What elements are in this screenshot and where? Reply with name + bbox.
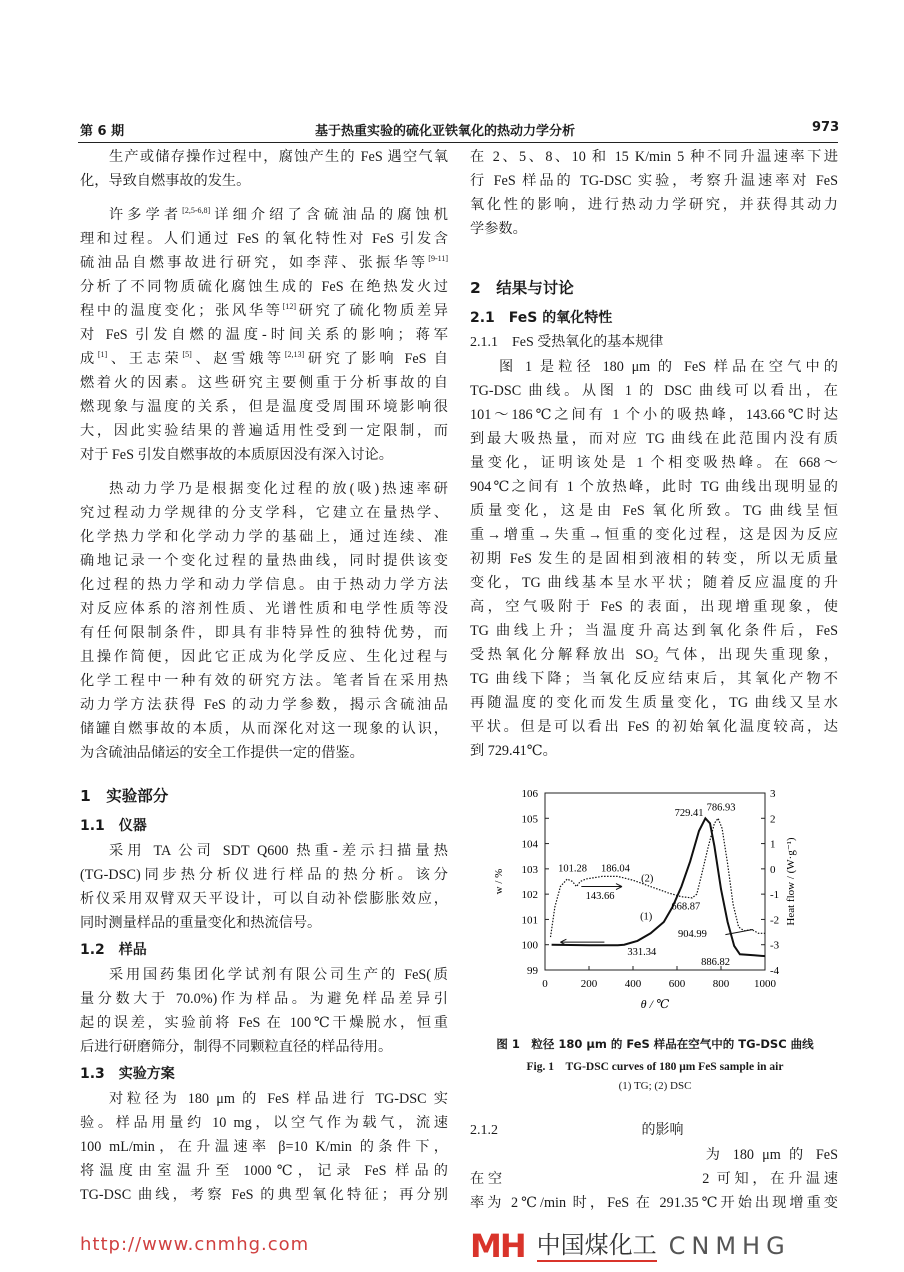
- logo-cn: 中国煤化工: [537, 1230, 657, 1262]
- text-line: 初期 FeS 发生的是固相到液相的转变，所以无质量: [470, 551, 838, 567]
- text-line: 生产或储存操作过程中，腐蚀产生的 FeS 遇空气氧: [109, 149, 448, 165]
- text-line: 验。样品用量约 10 mg，以空气作为载气，流速: [80, 1115, 448, 1131]
- plot-frame: [545, 793, 765, 970]
- annotation-label: 668.87: [671, 901, 701, 913]
- text-line: 对 FeS 引发自燃的温度-时间关系的影响；蒋军: [80, 327, 448, 343]
- text-line: 为含硫油品储运的安全工作提供一定的借鉴。: [80, 745, 364, 761]
- text-line: 对反应体系的溶剂性质、光谱性质和电学性质等没: [80, 601, 448, 617]
- left-column: [80, 145, 448, 1207]
- text-line: TG 曲线下降；当氧化反应结束后，其氧化产物不: [470, 671, 838, 687]
- text-line: 高，空气吸附于 FeS 的表面，出现增重现象，使: [470, 599, 838, 615]
- x-tick-label: 400: [624, 978, 642, 990]
- figure-caption-en: Fig. 1 TG-DSC curves of 180 μm FeS sample in air: [526, 1061, 784, 1073]
- text-line: 100 mL/min，在升温速率 β=10 K/min 的条件下，: [80, 1139, 448, 1155]
- x-tick-label: 0: [542, 978, 548, 990]
- text-line: 行 FeS 样品的 TG-DSC 实验，考察升温速率对 FeS: [470, 173, 838, 189]
- y2-tick-label: 3: [770, 788, 776, 800]
- text-line: 采用 TA 公司 SDT Q600 热重-差示扫描量热: [109, 843, 448, 859]
- logo-mark: MH: [470, 1227, 525, 1265]
- y2-tick-label: 2: [770, 813, 776, 826]
- y-tick-label: 106: [521, 788, 538, 800]
- section-heading: 2 结果与讨论: [470, 279, 574, 297]
- annotation-label: 186.04: [600, 863, 630, 875]
- text-line: 受热氧化分解释放出 SO₂ 气体，出现失重现象，: [470, 647, 838, 663]
- running-title: 基于热重实验的硫化亚铁氧化的热动力学分析: [315, 124, 576, 139]
- figure-legend-note: (1) TG; (2) DSC: [618, 1080, 692, 1092]
- text-line: 析仪采用双臂双天平设计，可以自动补偿膨胀效应，: [80, 891, 448, 907]
- text-line: 质量变化，这是由 FeS 氧化所致。TG 曲线呈恒: [470, 503, 838, 519]
- text-line: 确地记录一个变化过程的量热曲线，同时提供该变: [80, 553, 448, 569]
- x-tick-label: 600: [668, 978, 686, 990]
- figure-caption-cn: 图 1 粒径 180 μm 的 FeS 样品在空气中的 TG-DSC 曲线: [496, 1037, 814, 1051]
- annotation-label: (2): [641, 873, 654, 885]
- dsc-axis-arrow: [581, 884, 622, 890]
- text-line: 动力学方法获得 FeS 的动力学参数，揭示含硫油品: [80, 697, 448, 713]
- text-line: TG-DSC 曲线。从图 1 的 DSC 曲线可以看出，在: [470, 383, 838, 399]
- text-line: 燃现象与温度的关系，但是温度受周围环境影响很: [80, 399, 448, 415]
- text-line: 化学工程中一种有效的研究方法。笔者旨在采用热: [80, 673, 448, 689]
- text-line: 在 2、5、8、10 和 15 K/min 5 种不同升温速率下进: [470, 149, 838, 165]
- section-heading: 1.3 实验方案: [80, 1066, 175, 1082]
- text-line: 量变化，证明该处是 1 个相变吸热峰。在 668～: [470, 455, 838, 471]
- section-heading: 2.1 FeS 的氧化特性: [470, 310, 613, 326]
- y2-tick-label: -4: [770, 965, 780, 977]
- x-tick-label: 800: [712, 978, 730, 990]
- x-tick-label: 1000: [754, 978, 776, 990]
- text-line: 量分数大于 70.0%)作为样品。为避免样品差异引: [80, 991, 448, 1007]
- x-axis-label: θ / ℃: [640, 997, 670, 1011]
- section-heading: 2.1.2 的影响: [470, 1123, 684, 1138]
- text-line: TG-DSC 曲线，考察 FeS 的典型氧化特征；再分别: [80, 1187, 448, 1203]
- annotation-label: 886.82: [701, 956, 730, 968]
- y-tick-label: 103: [521, 863, 538, 876]
- annotation-label: (1): [640, 911, 653, 923]
- text-line: 率为 2℃/min 时，FeS 在 291.35℃开始出现增重变: [470, 1195, 838, 1211]
- y2-tick-label: 0: [770, 863, 776, 876]
- section-heading: 2.1.1 FeS 受热氧化的基本规律: [470, 335, 664, 350]
- y-tick-label: 105: [521, 813, 538, 826]
- text-line: 后进行研磨筛分，制得不同颗粒直径的样品待用。: [80, 1039, 393, 1055]
- y-tick-label: 104: [521, 838, 538, 851]
- text-line: 采用国药集团化学试剂有限公司生产的 FeS(质: [109, 967, 448, 983]
- text-line: 燃着火的因素。这些研究主要侧重于分析事故的自: [80, 375, 448, 391]
- text-line: 理和过程。人们通过 FeS 的氧化特性对 FeS 引发含: [80, 231, 448, 247]
- text-line: 且操作简便，因此它正成为化学反应、生化过程与: [80, 649, 448, 665]
- text-line: 在空 2 可知，在升温速: [470, 1171, 838, 1187]
- section-heading: 1.2 样品: [80, 942, 147, 958]
- annotation-label: 904.99: [677, 929, 707, 941]
- text-line: 化，导致自燃事故的发生。: [80, 173, 251, 189]
- text-line: (TG-DSC)同步热分析仪进行样品的热分析。该分: [80, 867, 448, 883]
- header-rule: [78, 142, 838, 143]
- page-number: 973: [812, 120, 840, 135]
- text-line: 将温度由室温升至 1000℃，记录 FeS 样品的: [80, 1163, 448, 1179]
- section-heading: 1 实验部分: [80, 787, 169, 805]
- text-line: 成[1]、王志荣[5]、赵雪娥等[2,13]研究了影响 FeS 自: [80, 350, 448, 367]
- annotation-label: 729.41: [674, 807, 704, 819]
- text-line: 分析了不同物质硫化腐蚀生成的 FeS 在绝热发火过: [80, 279, 448, 295]
- text-line: 904℃之间有 1 个放热峰，此时 TG 曲线出现明显的: [470, 479, 838, 495]
- text-line: 有任何限制条件，即具有非特异性的独特优势，而: [80, 625, 448, 641]
- y-tick-label: 99: [527, 965, 538, 977]
- running-issue: 第 6 期: [80, 124, 125, 139]
- annotation-label: 143.66: [585, 891, 615, 903]
- text-line: 变化，TG 曲线基本呈水平状；随着反应温度的升: [470, 575, 838, 591]
- text-line: 对粒径为 180 μm 的 FeS 样品进行 TG-DSC 实: [109, 1091, 448, 1107]
- text-line: 图 1 是粒径 180 μm 的 FeS 样品在空气中的: [499, 359, 838, 375]
- watermark-url: http://www.cnmhg.com: [80, 1234, 310, 1255]
- annotation-label: 101.28: [558, 863, 587, 875]
- y-tick-label: 100: [521, 939, 538, 952]
- x-tick-label: 200: [580, 978, 598, 990]
- text-line: 再随温度的变化而发生质量变化，TG 曲线又呈水: [470, 695, 838, 711]
- text-line: 平状。但是可以看出 FeS 的初始氧化温度较高，达: [470, 719, 838, 735]
- dsc-curve: [551, 818, 766, 937]
- text-line: TG 曲线上升；当温度升高达到氧化条件后，FeS: [470, 623, 838, 639]
- y-axis-label: w / %: [493, 868, 505, 895]
- text-line: 101～186℃之间有 1 个小的吸热峰，143.66℃时达: [470, 407, 838, 423]
- text-line: 重→增重→失重→恒重的变化过程，这是因为反应: [470, 527, 838, 543]
- text-line: 化过程的热力学和动力学信息。由于热动力学方法: [80, 577, 448, 593]
- tg-curve: [552, 818, 765, 956]
- text-line: 热动力学乃是根据变化过程的放(吸)热速率研: [109, 481, 448, 497]
- text-line: 对于 FeS 引发自燃事故的本质原因没有深入讨论。: [80, 447, 393, 463]
- text-line: 为 180 μm 的 FeS: [499, 1147, 838, 1163]
- text-line: 硫油品自燃事故进行研究，如李萍、张振华等[9-11]: [80, 254, 448, 271]
- section-heading: 1.1 仪器: [80, 818, 147, 834]
- y2-axis-label: Heat flow / (W·g⁻¹): [785, 837, 797, 926]
- text-line: 到最大吸热量，而对应 TG 曲线在此范围内没有质: [470, 431, 838, 447]
- right-column: [470, 145, 838, 1215]
- text-line: 许多学者[2,5-6,8]详细介绍了含硫油品的腐蚀机: [109, 206, 448, 223]
- y-tick-label: 102: [521, 889, 538, 902]
- annotation-label: 331.34: [627, 946, 657, 958]
- text-line: 学参数。: [470, 221, 527, 237]
- tg-dsc-chart: [480, 780, 810, 1020]
- text-line: 储罐自燃事故的本质，从而深化对这一现象的认识，: [80, 721, 448, 737]
- text-line: 究过程动力学规律的分支学科，它建立在量热学、: [80, 505, 448, 521]
- text-line: 程中的温度变化；张风华等[12]研究了硫化物质差异: [80, 302, 448, 319]
- y2-tick-label: -1: [770, 889, 780, 902]
- text-line: 氧化性的影响，进行热动力学研究，并获得其动力: [470, 197, 838, 213]
- annotation-label: 786.93: [706, 802, 736, 814]
- text-line: 起的误差，实验前将 FeS 在 100℃干燥脱水，恒重: [80, 1015, 448, 1031]
- y2-tick-label: -2: [770, 914, 780, 927]
- y2-tick-label: -3: [770, 939, 780, 952]
- logo-en: CNMHG: [668, 1232, 791, 1260]
- text-line: 到 729.41℃。: [470, 743, 557, 759]
- y2-tick-label: 1: [770, 838, 776, 851]
- text-line: 大，因此实验结果的普遍适用性受到一定限制，而: [80, 423, 448, 439]
- y-tick-label: 101: [521, 914, 538, 927]
- text-line: 化学热力学和化学动力学的基础上，通过连续、准: [80, 529, 448, 545]
- watermark-logo: [470, 1226, 791, 1266]
- text-line: 同时测量样品的重量变化和热流信号。: [80, 915, 322, 931]
